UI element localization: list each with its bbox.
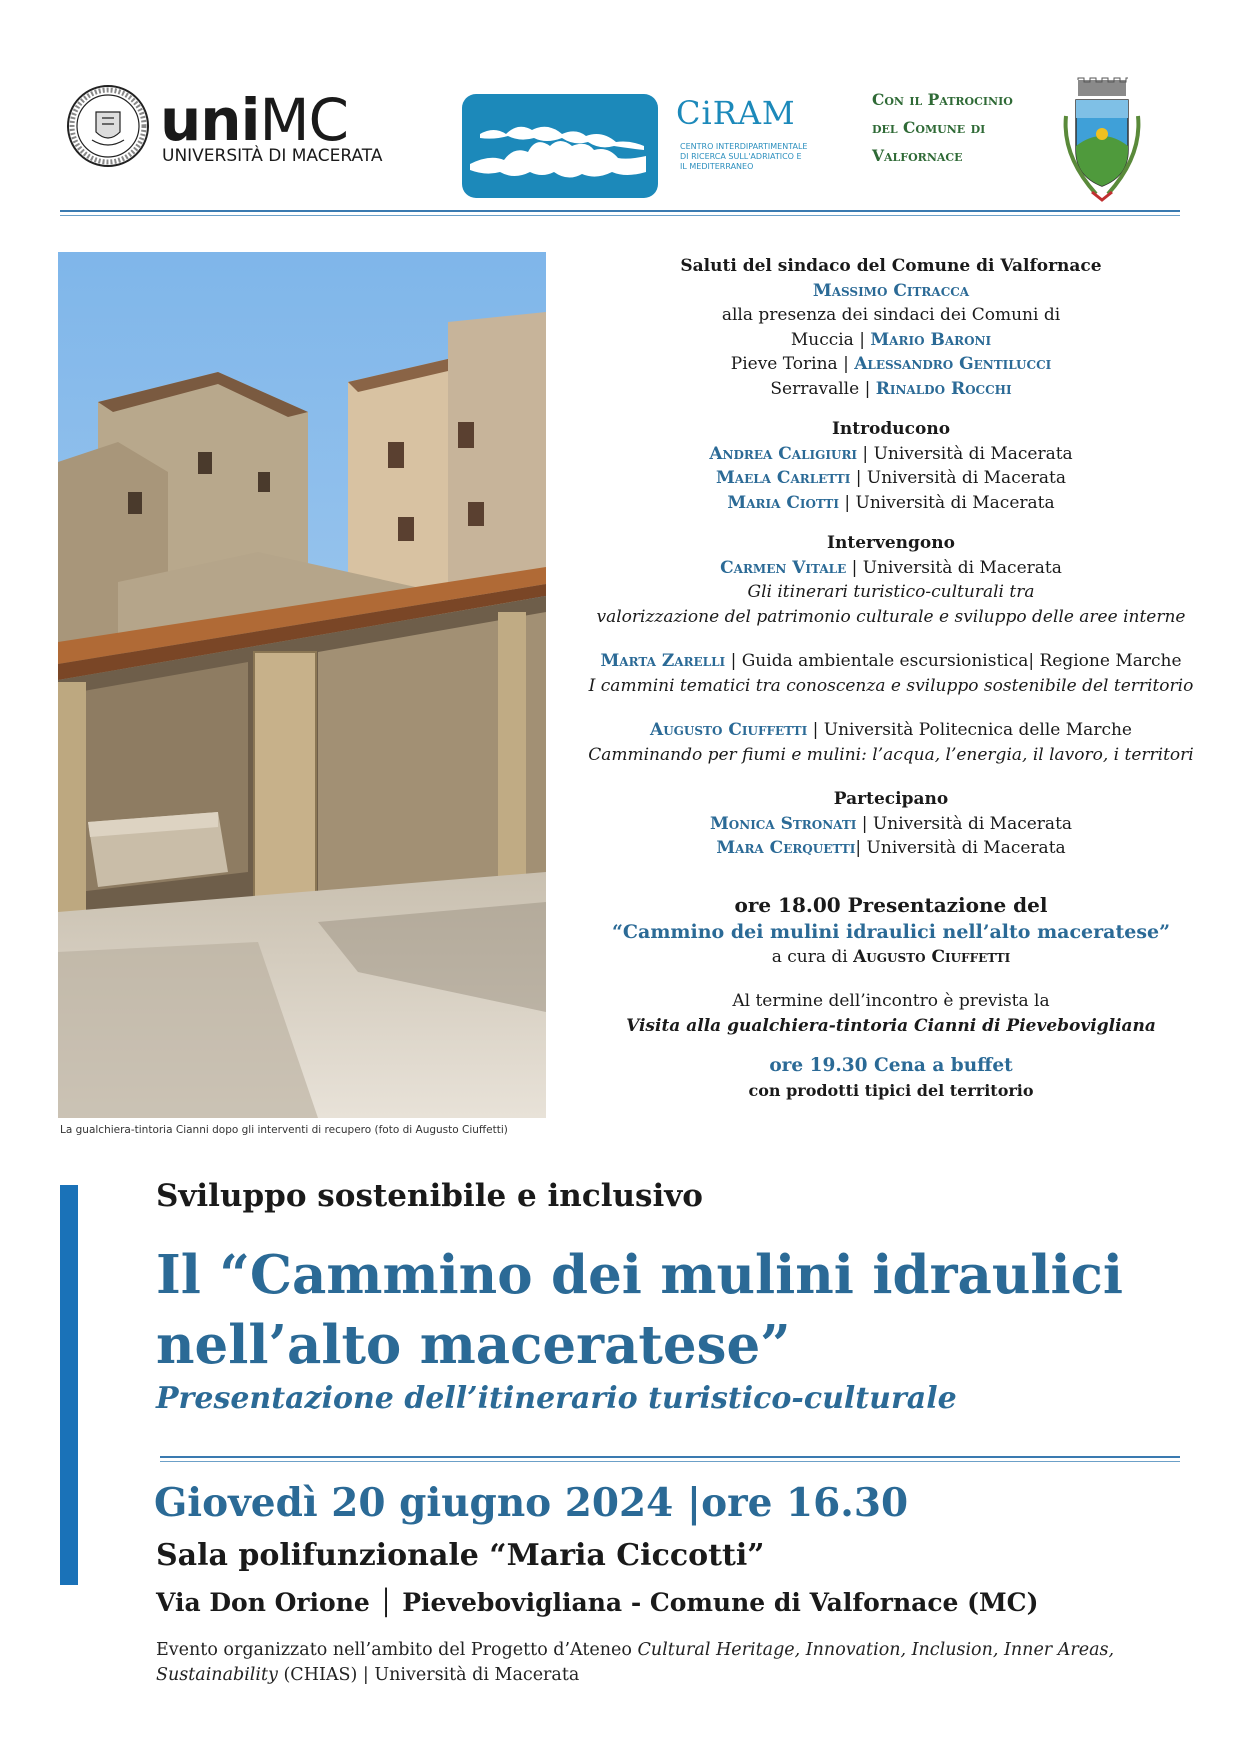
speaker-row: Marta Zarelli | Guida ambientale escursionistica| Regione Marche bbox=[600, 651, 1182, 671]
introducono-label: Introducono bbox=[831, 419, 951, 439]
speaker-row: Augusto Ciuffetti | Università Politecnica delle Marche bbox=[650, 720, 1132, 740]
talk-title: valorizzazione del patrimonio culturale e sviluppo delle aree interne bbox=[596, 606, 1186, 627]
visita-text: Visita alla gualchiera-tintoria Cianni di Pievebovigliana bbox=[626, 1015, 1156, 1036]
mediterranean-map-icon bbox=[462, 94, 658, 198]
ciram-description: CENTRO INTERDIPARTIMENTALE DI RICERCA SULL'ADRIATICO E IL MEDITERRANEO bbox=[680, 142, 808, 171]
mayor-row: Muccia | Mario Baroni bbox=[790, 329, 992, 350]
gualchiera-photo bbox=[58, 252, 546, 1118]
patrocinio-text: Con il Patrocinio del Comune di Valfornace bbox=[872, 90, 1013, 165]
saluti-label: Saluti del sindaco del Comune di Valfornace bbox=[680, 256, 1102, 276]
talk-title: Gli itinerari turistico-culturali tra bbox=[747, 582, 1035, 602]
intervengono-label: Intervengono bbox=[827, 533, 955, 553]
valfornace-coat-of-arms bbox=[1062, 76, 1142, 204]
talk-title: I cammini tematici tra conoscenza e sviluppo sostenibile del territorio bbox=[588, 675, 1194, 696]
event-title: Il “Cammino dei mulini idraulici nell’alto maceratese” bbox=[156, 1244, 1124, 1376]
event-subtitle: Presentazione dell’itinerario turistico-culturale bbox=[156, 1381, 957, 1416]
program-section bbox=[582, 254, 1200, 1103]
speaker-row: Mara Cerquetti| Università di Macerata bbox=[716, 838, 1066, 858]
mayor-row: Serravalle | Rinaldo Rocchi bbox=[770, 378, 1012, 399]
cena-sub: con prodotti tipici del territorio bbox=[748, 1080, 1034, 1100]
sindaco-name: Massimo Citracca bbox=[812, 280, 970, 301]
title-divider-thin bbox=[160, 1461, 1180, 1462]
title-divider bbox=[160, 1456, 1180, 1458]
speaker-row: Maela Carletti | Università di Macerata bbox=[715, 468, 1067, 488]
mayor-row: Pieve Torina | Alessandro Gentilucci bbox=[730, 354, 1052, 374]
footer-note: Evento organizzato nell’ambito del Progetto d’Ateneo Cultural Heritage, Innovation, Inclusion, Inner Areas, Sustainability (CHIAS) | Università di Macerata bbox=[156, 1640, 1115, 1685]
event-kicker: Sviluppo sostenibile e inclusivo bbox=[156, 1178, 703, 1214]
talk-title: Camminando per fiumi e mulini: l’acqua, l’energia, il lavoro, i territori bbox=[588, 744, 1194, 765]
speaker-row: Maria Ciotti | Università di Macerata bbox=[727, 492, 1055, 513]
partecipano-label: Partecipano bbox=[833, 789, 949, 809]
a-cura-row: a cura di Augusto Ciuffetti bbox=[771, 946, 1011, 967]
speaker-row: Monica Stronati | Università di Macerata bbox=[709, 813, 1073, 834]
event-address: Via Don Orione │ Pievebovigliana - Comune di Valfornace (MC) bbox=[156, 1588, 1039, 1617]
unimc-subtitle: UNIVERSITÀ DI MACERATA bbox=[162, 146, 383, 166]
speaker-row: Andrea Caligiuri | Università di Macerata bbox=[709, 443, 1073, 464]
header-divider bbox=[60, 210, 1180, 212]
presence-text: alla presenza dei sindaci dei Comuni di bbox=[721, 305, 1061, 325]
presentazione-time: ore 18.00 Presentazione del bbox=[734, 892, 1048, 917]
ciram-name: CiRAM bbox=[676, 94, 796, 132]
header-divider-thin bbox=[60, 215, 1180, 216]
speaker-row: Carmen Vitale | Università di Macerata bbox=[720, 557, 1062, 578]
unimc-wordmark: uniMC bbox=[160, 86, 349, 154]
title-accent-bar bbox=[60, 1185, 78, 1585]
cena-time: ore 19.30 Cena a buffet bbox=[769, 1055, 1013, 1076]
photo-caption: La gualchiera-tintoria Cianni dopo gli interventi di recupero (foto di Augusto Ciuffetti) bbox=[60, 1124, 508, 1136]
ciram-logo-map bbox=[462, 94, 658, 198]
event-date: Giovedì 20 giugno 2024 |ore 16.30 bbox=[154, 1480, 909, 1526]
termine-text: Al termine dell’incontro è prevista la bbox=[732, 991, 1050, 1011]
event-venue: Sala polifunzionale “Maria Ciccotti” bbox=[156, 1538, 765, 1573]
presentazione-title: “Cammino dei mulini idraulici nell’alto maceratese” bbox=[611, 920, 1171, 943]
unimc-seal-logo bbox=[66, 84, 150, 168]
